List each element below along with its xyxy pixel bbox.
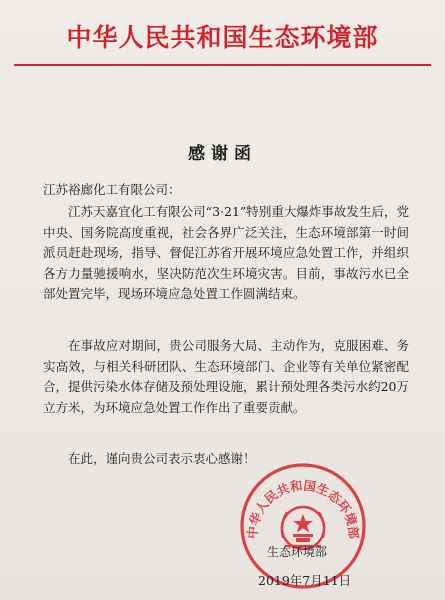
salutation: 江苏裕廊化工有限公司：: [43, 182, 181, 197]
letter-title: 感谢函: [188, 144, 257, 164]
seal-text: 中华人民共和国生态环境部: [244, 477, 362, 540]
body-paragraph-3: 在此，谨向贵公司表示衷心感谢！: [68, 451, 256, 466]
letterhead-divider: [14, 64, 431, 66]
signature-date: 2019年7月11日: [258, 573, 352, 588]
letterhead-title: 中华人民共和国生态环境部: [66, 23, 379, 52]
body-paragraph-2: 在事故应对期间，贵公司服务大局、主动作为，克服困难、务实高效，与相关科研团队、生态环境部门、企业等有关单位紧密配合，提供污染水体存储及预处理设施，累计预处理各类污水约20万立方米，为环境应急处置工作作出了重要贡献。: [43, 338, 409, 415]
body-paragraph-1: 江苏天嘉宜化工有限公司“3·21”特别重大爆炸事故发生后，党中央、国务院高度重视，社会各界广泛关注，生态环境部第一时间派员赶赴现场，指导、督促江苏省开展环境应急处置工作，并组织各方力量驰援响水，坚决防范次生环境灾害。目前，事故污水已全部处置完毕，现场环境应急处置工作圆满结束。: [43, 204, 409, 301]
svg-text:中华人民共和国生态环境部: [245, 478, 362, 540]
signature-org: 生态环境部: [267, 545, 328, 559]
